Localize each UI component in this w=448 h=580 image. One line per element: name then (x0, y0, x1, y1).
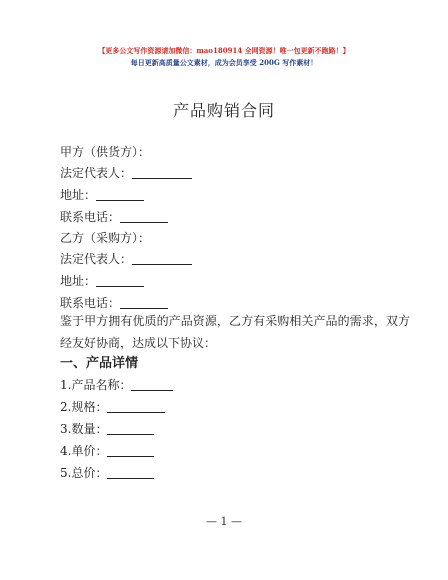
buyer-phone-label: 联系电话： (60, 296, 121, 310)
buyer-rep-label: 法定代表人： (60, 252, 133, 266)
supplier-rep-blank (132, 166, 192, 179)
total-price-label: 5.总价： (60, 466, 108, 480)
supplier-rep-line (60, 165, 192, 181)
spec-blank (107, 400, 165, 413)
document-title: 产品购销合同 (172, 101, 275, 120)
supplier-label: 甲方（供货方）： (60, 145, 151, 159)
supplier-phone-label: 联系电话： (60, 210, 121, 224)
buyer-address-line (60, 273, 144, 289)
unit-price-line (60, 443, 154, 459)
supplier-address-label: 地址： (60, 188, 97, 202)
total-price-blank (107, 466, 154, 479)
total-price-line (60, 465, 154, 481)
supplier-phone-line (60, 209, 168, 225)
buyer-address-blank (96, 274, 144, 287)
quantity-label: 3.数量： (60, 422, 108, 436)
section-heading-product-details: 一、产品详情 (60, 356, 139, 371)
supplier-address-line (60, 187, 144, 203)
spec-line (60, 399, 165, 415)
buyer-label: 乙方（采购方）： (60, 231, 151, 245)
promo-banner-line2: 每日更新高质量公文素材，成为会员享受 200G 写作素材！ (130, 58, 318, 67)
supplier-rep-label: 法定代表人： (60, 166, 133, 180)
buyer-phone-line (60, 295, 168, 311)
product-name-line (60, 377, 173, 393)
unit-price-label: 4.单价： (60, 444, 108, 458)
product-name-label: 1.产品名称： (60, 378, 132, 392)
buyer-rep-line (60, 251, 192, 267)
buyer-phone-blank (120, 296, 168, 309)
spec-label: 2.规格： (60, 400, 108, 414)
product-name-blank (131, 378, 173, 391)
page-number: — 1 — (206, 515, 242, 528)
unit-price-blank (107, 444, 154, 457)
quantity-line (60, 421, 154, 437)
quantity-blank (107, 422, 154, 435)
intro-paragraph: 鉴于甲方拥有优质的产品资源，乙方有采购相关产品的需求，双方经友好协商，达成以下协议： (60, 314, 410, 350)
buyer-address-label: 地址： (60, 274, 97, 288)
supplier-address-blank (96, 188, 144, 201)
buyer-rep-blank (132, 252, 192, 265)
promo-banner-line1: 【更多公文写作资源请加微信：mao180914 全网资源！唯一包更新不跑路！】 (98, 46, 350, 55)
supplier-phone-blank (120, 210, 168, 223)
